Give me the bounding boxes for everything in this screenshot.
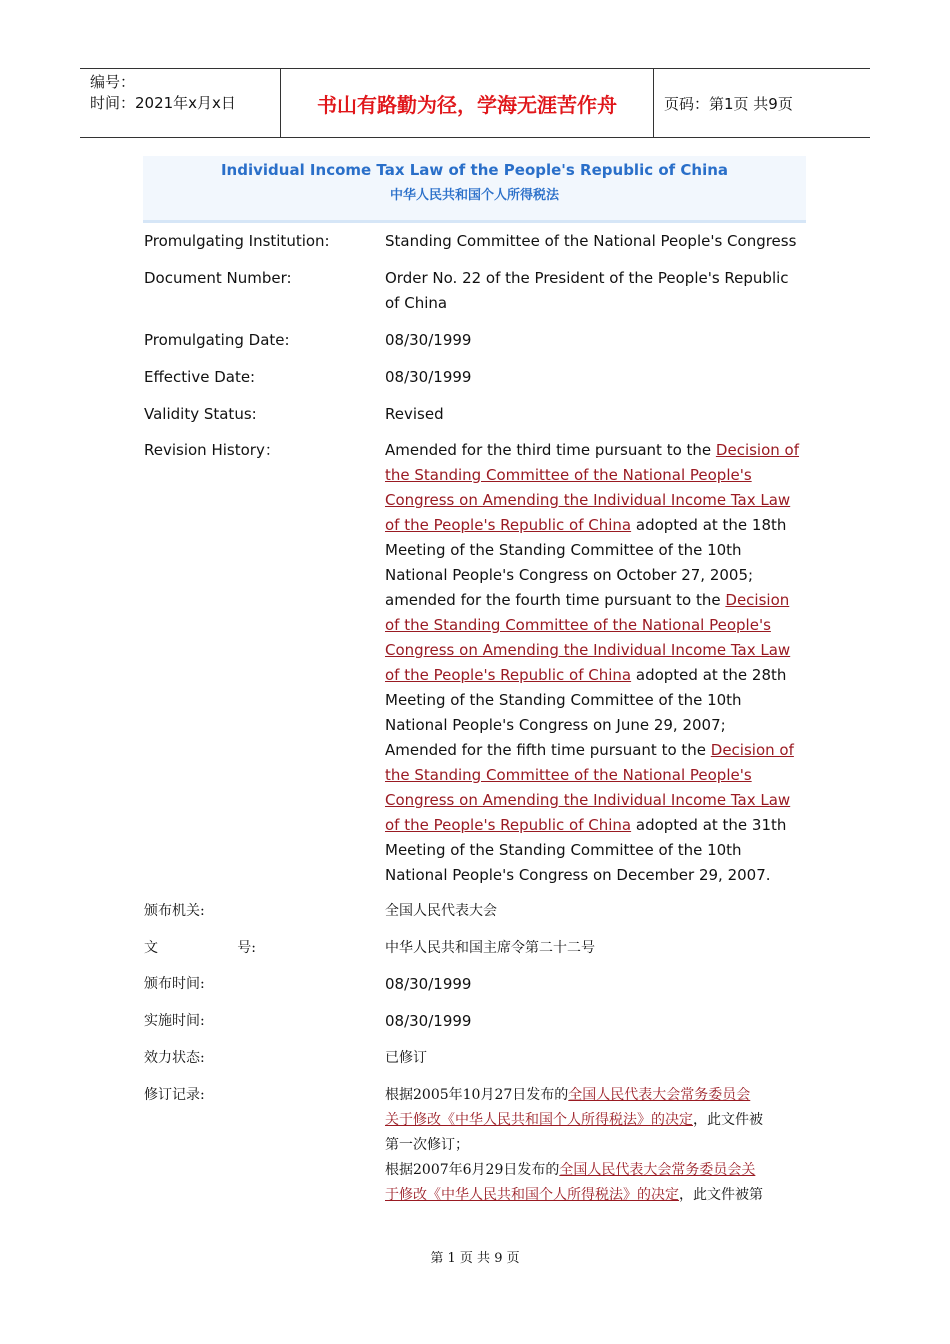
- field-label: Promulgating Institution:: [144, 232, 330, 250]
- revision-history-text: [385, 1083, 806, 1208]
- revision-text: National People's Congress on December 29, 2007.: [385, 866, 771, 884]
- field-label: [144, 936, 374, 961]
- field-label: Revision History：: [144, 441, 280, 459]
- field-value: 中华人民共和国主席令第二十二号: [385, 940, 595, 956]
- revision-line: [385, 713, 806, 738]
- field-label: Effective Date:: [144, 368, 256, 386]
- revision-text: ，此文件被第: [679, 1187, 763, 1203]
- decision-link[interactable]: 关于修改《中华人民共和国个人所得税法》的决定: [385, 1112, 693, 1128]
- revision-line: [385, 1083, 806, 1108]
- field-label: 效力状态:: [144, 1050, 205, 1066]
- field-value: Revised: [385, 405, 444, 423]
- field-label: Promulgating Date:: [144, 331, 290, 349]
- revision-line: [385, 1133, 806, 1158]
- revision-line: [385, 788, 806, 813]
- title-chinese: 中华人民共和国个人所得税法: [389, 188, 559, 203]
- time-label: 时间：2021年x月x日: [90, 94, 236, 112]
- number-label: 编号：: [90, 73, 136, 91]
- revision-line: [385, 763, 806, 788]
- revision-text: 第一次修订；: [385, 1137, 469, 1153]
- revision-line: [385, 513, 806, 538]
- decision-link[interactable]: 全国人民代表大会常务委员会: [568, 1087, 751, 1103]
- field-value: 08/30/1999: [385, 331, 472, 349]
- revision-text: National People's Congress on October 27, 2005;: [385, 566, 754, 584]
- header-page-info: 页码：第1页 共9页: [664, 94, 793, 113]
- title-english: Individual Income Tax Law of the People's Republic of China: [220, 161, 729, 179]
- revision-line: [385, 438, 806, 463]
- decision-link[interactable]: Congress on Amending the Individual Income Tax Law: [385, 641, 791, 659]
- header-motto: 书山有路勤为径，学海无涯苦作舟: [281, 69, 654, 137]
- revision-line: [385, 463, 806, 488]
- revision-line: [385, 1158, 806, 1183]
- revision-line: [385, 1108, 806, 1133]
- header-meta: [80, 69, 281, 137]
- field-label: 颁布时间:: [144, 976, 205, 992]
- field-value: [385, 266, 806, 316]
- revision-line: [385, 563, 806, 588]
- value-line: of China: [385, 294, 448, 312]
- revision-line: [385, 1183, 806, 1208]
- revision-text: adopted at the 28th: [631, 666, 787, 684]
- decision-link[interactable]: of the Standing Committee of the National People's: [385, 616, 771, 634]
- field-label: 实施时间:: [144, 1013, 205, 1029]
- decision-link[interactable]: the Standing Committee of the National People's: [385, 766, 752, 784]
- revision-text: ，此文件被: [693, 1112, 763, 1128]
- revision-line: [385, 838, 806, 863]
- decision-link[interactable]: Decision: [725, 591, 790, 609]
- field-value: 已修订: [385, 1050, 427, 1066]
- field-label: Validity Status:: [144, 405, 257, 423]
- revision-line: [385, 613, 806, 638]
- revision-text: Meeting of the Standing Committee of the 10th: [385, 841, 742, 859]
- revision-line: [385, 538, 806, 563]
- title-banner: [143, 156, 806, 223]
- revision-line: [385, 488, 806, 513]
- decision-link[interactable]: Congress on Amending the Individual Income Tax Law: [385, 491, 791, 509]
- field-label: 修订记录:: [144, 1087, 205, 1103]
- label-part: 号:: [237, 940, 256, 956]
- field-label: 颁布机关:: [144, 903, 205, 919]
- revision-text: National People's Congress on June 29, 2007;: [385, 716, 726, 734]
- field-value: 08/30/1999: [385, 975, 472, 993]
- decision-link[interactable]: Decision of: [715, 441, 800, 459]
- decision-link[interactable]: Congress on Amending the Individual Income Tax Law: [385, 791, 791, 809]
- revision-text: Meeting of the Standing Committee of the 10th: [385, 691, 742, 709]
- page-footer: 第 1 页 共 9 页: [430, 1251, 520, 1266]
- decision-link[interactable]: of the People's Republic of China: [385, 816, 632, 834]
- page-header: [80, 68, 870, 138]
- revision-text: Amended for the fifth time pursuant to the: [385, 741, 711, 759]
- revision-text: 根据2007年6月29日发布的: [385, 1162, 560, 1178]
- revision-text: Amended for the third time pursuant to the: [385, 441, 716, 459]
- decision-link[interactable]: 于修改《中华人民共和国个人所得税法》的决定: [385, 1187, 679, 1203]
- revision-history-text: [385, 438, 806, 888]
- revision-line: [385, 663, 806, 688]
- field-value: Standing Committee of the National People's Congress: [385, 232, 797, 250]
- revision-line: [385, 863, 806, 888]
- revision-line: [385, 638, 806, 663]
- revision-line: [385, 738, 806, 763]
- field-value: 全国人民代表大会: [385, 903, 497, 919]
- decision-link[interactable]: Decision of: [710, 741, 794, 759]
- decision-link[interactable]: the Standing Committee of the National People's: [385, 466, 752, 484]
- revision-line: [385, 688, 806, 713]
- value-line: Order No. 22 of the President of the People's Republic: [385, 269, 789, 287]
- revision-text: amended for the fourth time pursuant to the: [385, 591, 726, 609]
- revision-line: [385, 813, 806, 838]
- revision-text: Meeting of the Standing Committee of the 10th: [385, 541, 742, 559]
- decision-link[interactable]: of the People's Republic of China: [385, 666, 632, 684]
- label-part: 文: [144, 940, 158, 956]
- decision-link[interactable]: 全国人民代表大会常务委员会关: [559, 1162, 756, 1178]
- field-value: 08/30/1999: [385, 368, 472, 386]
- revision-text: adopted at the 31th: [631, 816, 787, 834]
- revision-line: [385, 588, 806, 613]
- revision-text: 根据2005年10月27日发布的: [385, 1087, 569, 1103]
- decision-link[interactable]: of the People's Republic of China: [385, 516, 632, 534]
- field-value: 08/30/1999: [385, 1012, 472, 1030]
- field-label: Document Number:: [144, 269, 292, 287]
- revision-text: adopted at the 18th: [631, 516, 787, 534]
